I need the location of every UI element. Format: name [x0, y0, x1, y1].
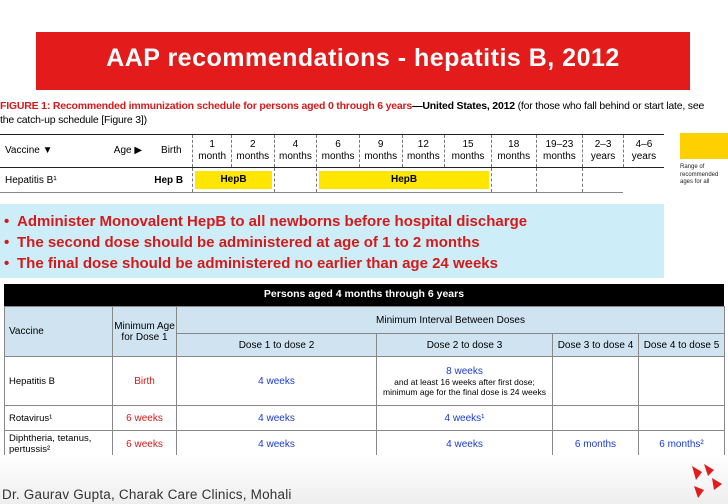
bullet-item: • Administer Monovalent HepB to all newborns before hospital discharge	[4, 213, 528, 230]
row-interval-4-5	[639, 357, 725, 406]
catchup-interval-header: Minimum Interval Between Doses	[177, 307, 725, 334]
age-column-header: Age ▶	[106, 135, 151, 168]
figure-caption-label: FIGURE 1: Recommended immunization schedule for persons aged 0 through 6 years	[0, 100, 413, 112]
age-header-9: 19–23 months	[536, 135, 583, 168]
row-interval-1-2: 4 weeks	[177, 406, 377, 431]
row-min-age: 6 weeks	[113, 406, 177, 431]
row-min-age: Birth	[113, 357, 177, 406]
empty-cell-4mo	[274, 168, 317, 193]
age-header-11: 4–6 years	[623, 135, 664, 168]
bullet-dot-icon: •	[4, 213, 10, 230]
logo-icon	[688, 462, 724, 500]
age-header-0: Birth	[150, 135, 193, 168]
row-interval-3-4: 6 months	[553, 431, 639, 458]
row-interval-1-2: 4 weeks	[177, 357, 377, 406]
hepatitis-b-schedule-row	[0, 168, 664, 193]
figure-caption	[0, 99, 720, 127]
age-header-1: 1 month	[193, 135, 232, 168]
figure-caption-region: —United States, 2012	[412, 100, 515, 112]
row-interval-2-3	[377, 357, 553, 406]
dose-header-3-4: Dose 3 to dose 4	[553, 334, 639, 357]
table-row	[5, 406, 725, 431]
immunization-schedule-table	[0, 134, 664, 193]
age-header-10: 2–3 years	[583, 135, 624, 168]
bullet-item: • The second dose should be administered at age of 1 to 2 months	[4, 234, 480, 251]
legend-swatch	[680, 133, 728, 159]
slide-title: AAP recommendations - hepatitis B, 2012	[106, 44, 620, 72]
hepatitis-b-label: Hepatitis B¹	[0, 168, 150, 193]
dose-header-1-2: Dose 1 to dose 2	[177, 334, 377, 357]
vaccine-column-header: Vaccine ▼	[0, 135, 106, 168]
row-interval-2-3: 4 weeks	[377, 431, 553, 458]
age-header-5: 9 months	[359, 135, 402, 168]
dose-header-2-3: Dose 2 to dose 3	[377, 334, 553, 357]
row-vaccine: Rotavirus¹	[5, 406, 113, 431]
empty-cell-19mo	[491, 168, 536, 193]
age-header-3: 4 months	[274, 135, 317, 168]
row-interval-3-4	[553, 406, 639, 431]
row-interval-2-3-main: 8 weeks	[446, 365, 483, 377]
age-header-2: 2 months	[231, 135, 274, 168]
dose2-range-cell	[193, 168, 274, 193]
catchup-header-row-1	[5, 307, 725, 334]
row-interval-2-3: 4 weeks¹	[377, 406, 553, 431]
catchup-title: Persons aged 4 months through 6 years	[263, 288, 465, 300]
row-interval-1-2: 4 weeks	[177, 431, 377, 458]
row-interval-4-5: 6 months²	[639, 431, 725, 458]
row-interval-4-5	[639, 406, 725, 431]
dose-header-4-5: Dose 4 to dose 5	[639, 334, 725, 357]
row-min-age: 6 weeks	[113, 431, 177, 458]
bullet-list	[4, 211, 664, 274]
empty-cell-4y	[583, 168, 624, 193]
dose3-range-cell	[317, 168, 492, 193]
row-vaccine: Diphtheria, tetanus, pertussis²	[5, 431, 113, 458]
bullet-item: • The final dose should be administered no earlier than age 24 weeks	[4, 255, 498, 272]
row-interval-3-4	[553, 357, 639, 406]
dose3-range-bar: HepB	[319, 171, 489, 189]
catchup-schedule-table	[4, 306, 725, 458]
bullet-dot-icon: •	[4, 255, 10, 272]
figure-caption-note: (for those who fall behind or start late, see the catch-up schedule [Figure 3])	[0, 100, 705, 126]
footer-credit: Dr. Gaurav Gupta, Charak Care Clinics, Mohali	[2, 487, 292, 502]
dose2-range-bar: HepB	[195, 171, 271, 189]
empty-cell-2y	[536, 168, 583, 193]
legend-text: Range of recommended ages for all	[680, 164, 719, 185]
birth-dose-cell: Hep B	[150, 168, 193, 193]
row-vaccine: Hepatitis B	[5, 357, 113, 406]
age-header-4: 6 months	[317, 135, 360, 168]
bullet-dot-icon: •	[4, 234, 10, 251]
schedule-header-row	[0, 135, 664, 168]
table-row	[5, 357, 725, 406]
row-interval-2-3-note: and at least 16 weeks after first dose; minimum age for the final dose is 24 weeks	[383, 376, 546, 397]
table-row	[5, 431, 725, 458]
age-header-6: 12 months	[402, 135, 445, 168]
catchup-min-age-header: Minimum Age for Dose 1	[113, 307, 177, 357]
catchup-vaccine-header: Vaccine	[5, 307, 113, 357]
age-header-8: 18 months	[491, 135, 536, 168]
age-header-7: 15 months	[445, 135, 492, 168]
